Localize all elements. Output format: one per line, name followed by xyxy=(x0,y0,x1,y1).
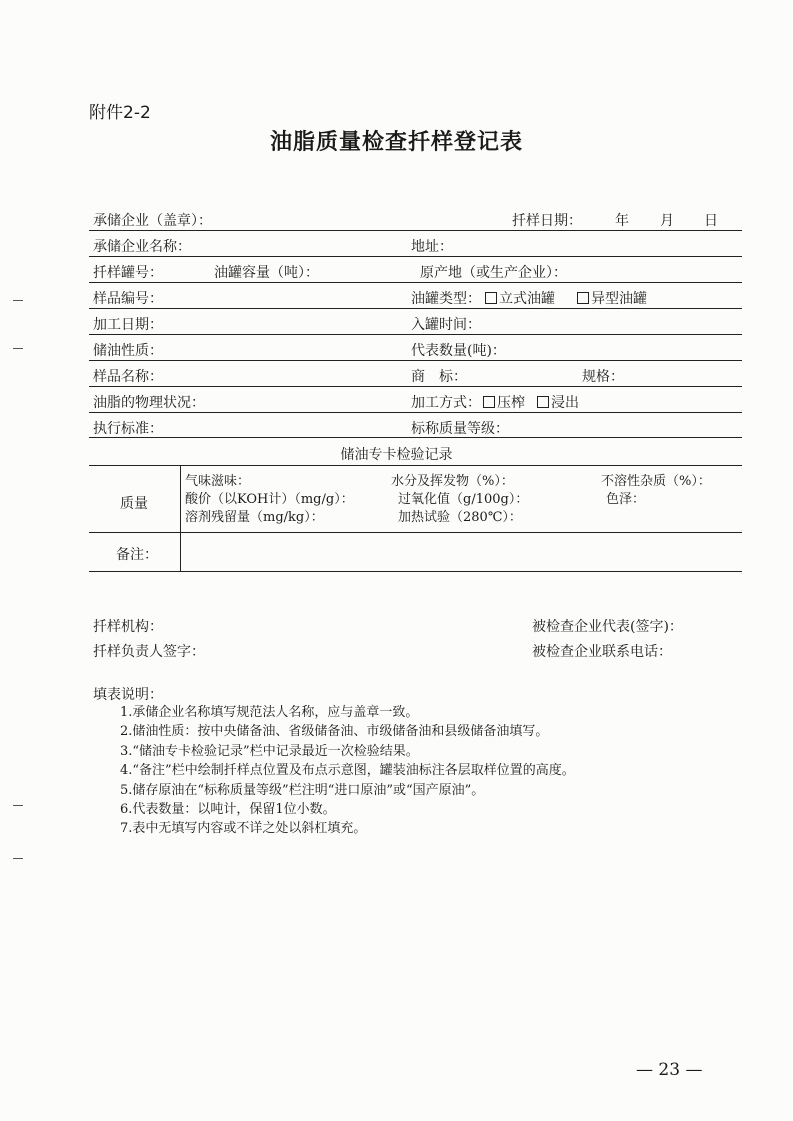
physical-state-field: 油脂的物理状况： xyxy=(93,395,205,411)
storage-time-field: 入罐时间： xyxy=(411,317,481,333)
method-option-extract: 浸出 xyxy=(551,395,579,411)
standard-field: 执行标准： xyxy=(93,421,163,437)
tank-option-special: 异型油罐 xyxy=(591,291,647,307)
oil-nature-field: 储油性质： xyxy=(93,343,163,359)
list-item: 4.“备注”栏中绘制扦样点位置及布点示意图，罐装油标注各层取样位置的高度。 xyxy=(120,763,575,779)
solvent-field: 溶剂残留量（mg/kg）： xyxy=(185,510,324,525)
heating-field: 加热试验（280℃）： xyxy=(398,510,522,525)
company-seal-label: 承储企业（盖章）： xyxy=(93,213,212,229)
process-date-field: 加工日期： xyxy=(93,317,163,333)
table-rule xyxy=(89,386,742,387)
checkbox-icon xyxy=(577,292,589,304)
insoluble-field: 不溶性杂质（%）： xyxy=(601,474,711,489)
tank-option-vertical: 立式油罐 xyxy=(499,291,555,307)
page-title: 油脂质量检查扦样登记表 xyxy=(269,129,523,155)
sample-no-field: 样品编号： xyxy=(93,291,163,307)
inspection-section-title: 储油专卡检验记录 xyxy=(340,447,453,463)
trademark-field: 商 标： xyxy=(411,369,467,385)
phone-field: 被检查企业联系电话： xyxy=(532,644,672,660)
list-item: 7.表中无填写内容或不详之处以斜杠填充。 xyxy=(120,821,367,837)
address-field: 地址： xyxy=(411,239,453,255)
year-label: 年 xyxy=(615,213,629,229)
margin-mark xyxy=(13,300,23,301)
table-rule xyxy=(89,230,742,231)
checkbox-icon xyxy=(485,292,497,304)
attachment-label: 附件2-2 xyxy=(89,103,151,123)
process-method-label: 加工方式： xyxy=(411,395,481,411)
list-item: 2.储油性质：按中央储备油、省级储备油、市级储备油和县级储备油填写。 xyxy=(120,724,549,740)
table-rule xyxy=(89,282,742,283)
table-rule xyxy=(89,256,742,257)
list-item: 3.“储油专卡检验记录”栏中记录最近一次检验结果。 xyxy=(120,743,419,759)
rep-qty-field: 代表数量(吨)： xyxy=(411,343,506,359)
tank-capacity-field: 油罐容量（吨）： xyxy=(214,265,319,281)
table-rule xyxy=(89,360,742,361)
table-rule xyxy=(89,334,742,335)
rep-sign-field: 被检查企业代表(签字)： xyxy=(532,619,683,635)
nominal-grade-field: 标称质量等级： xyxy=(411,421,509,437)
list-item: 1.承储企业名称填写规范法人名称，应与盖章一致。 xyxy=(120,705,419,720)
table-rule xyxy=(89,308,742,309)
peroxide-field: 过氧化值（g/100g）： xyxy=(398,492,529,507)
odor-field: 气味滋味： xyxy=(185,474,251,489)
origin-field: 原产地（或生产企业）： xyxy=(420,265,567,281)
day-label: 日 xyxy=(704,213,718,229)
method-option-press: 压榨 xyxy=(497,395,525,411)
table-rule xyxy=(89,412,742,413)
list-item: 6.代表数量：以吨计，保留1位小数。 xyxy=(120,802,336,818)
tank-type-label: 油罐类型： xyxy=(411,291,481,307)
checkbox-icon xyxy=(483,396,495,408)
process-method-field xyxy=(411,392,579,412)
checkbox-icon xyxy=(537,396,549,408)
sampler-sign-field: 扦样负责人签字： xyxy=(93,644,205,660)
list-item: 5.储存原油在“标称质量等级”栏注明“进口原油”或“国产原油”。 xyxy=(120,782,485,798)
page-number: — 23 — xyxy=(636,1060,703,1080)
table-rule xyxy=(89,571,742,572)
table-rule xyxy=(89,532,742,533)
sample-date-label: 扦样日期： xyxy=(512,213,582,229)
table-rule xyxy=(89,465,742,466)
acid-value-field: 酸价（以KOH计）（mg/g）： xyxy=(185,492,354,507)
sample-name-field: 样品名称： xyxy=(93,369,163,385)
remarks-label: 备注： xyxy=(116,547,158,563)
instructions-heading: 填表说明： xyxy=(93,687,163,703)
color-field: 色泽： xyxy=(606,492,646,507)
tank-no-field: 扦样罐号： xyxy=(93,265,163,281)
instructions-list xyxy=(120,703,575,839)
spec-field: 规格： xyxy=(582,369,624,385)
quality-label: 质量 xyxy=(120,496,148,512)
month-label: 月 xyxy=(660,213,674,229)
moisture-field: 水分及挥发物（%）： xyxy=(391,474,514,489)
company-name-field: 承储企业名称： xyxy=(93,239,191,255)
sampling-org-field: 扦样机构： xyxy=(93,619,163,635)
tank-type-field xyxy=(411,288,647,308)
table-column-divider xyxy=(180,465,181,571)
margin-mark xyxy=(13,858,23,859)
margin-mark xyxy=(13,805,23,806)
margin-mark xyxy=(13,348,23,349)
